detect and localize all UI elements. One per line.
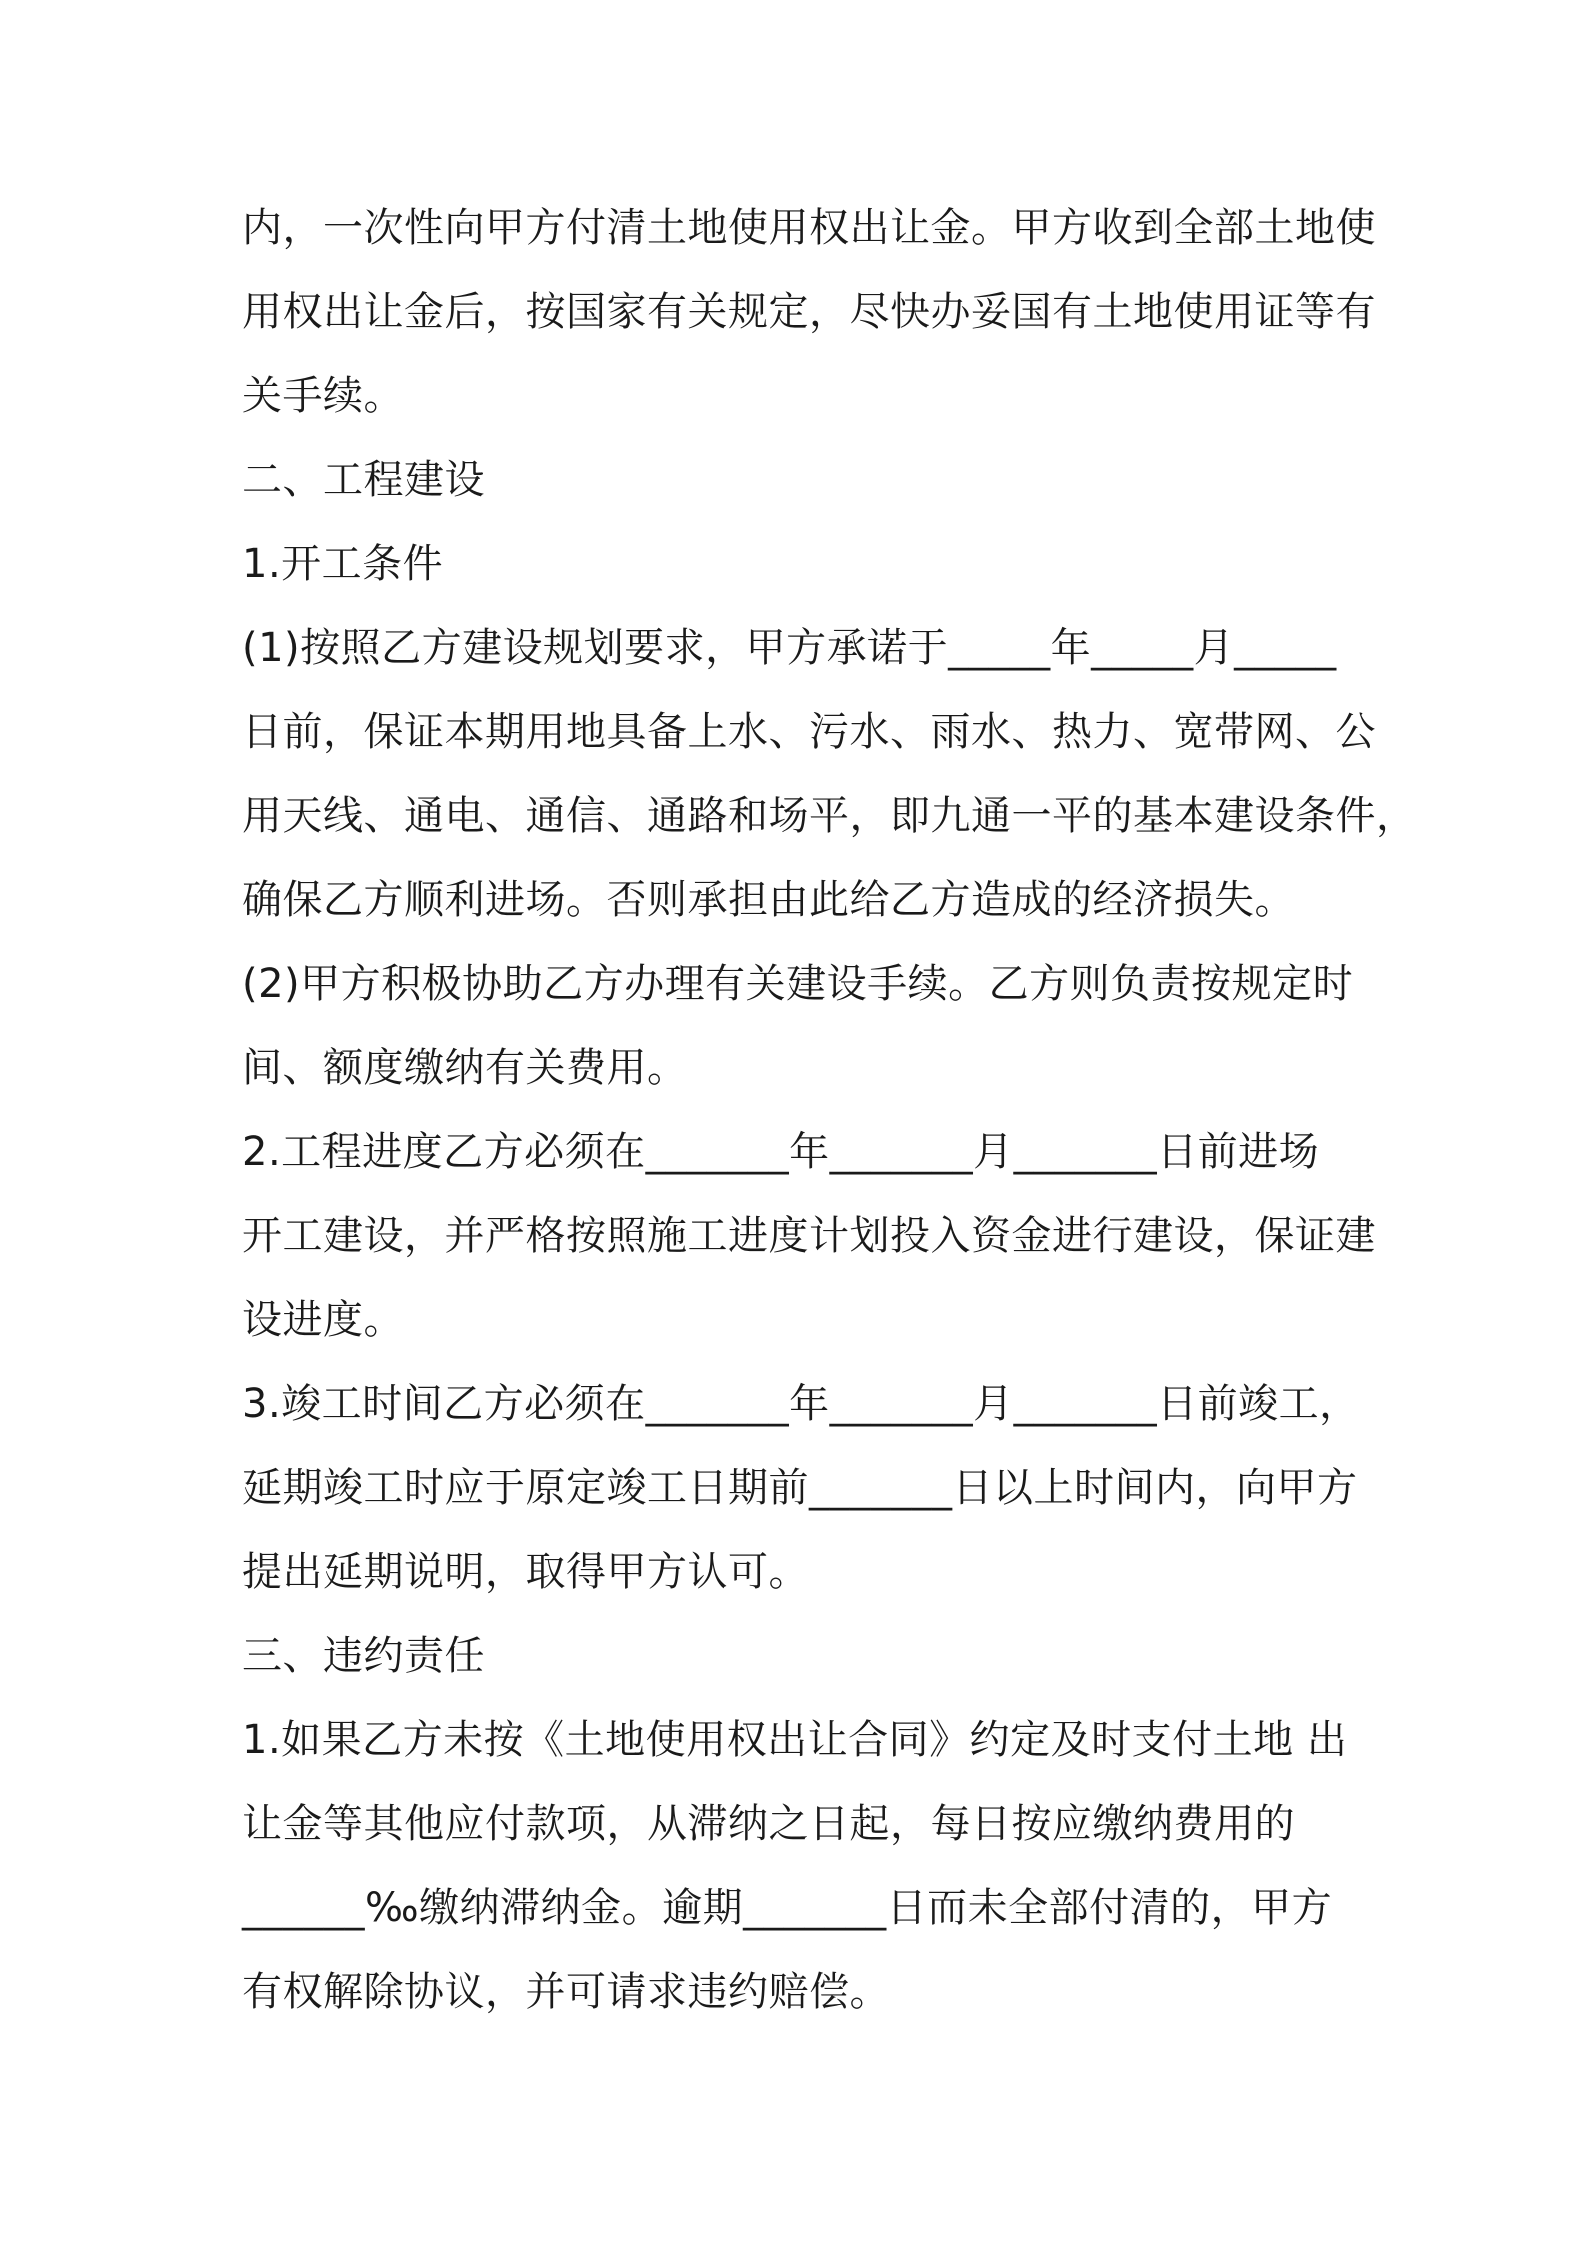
section-heading: 二、工程建设 (242, 457, 485, 503)
paragraph-line: 2.工程进度乙方必须在_______年_______月_______日前进场 (242, 1129, 1320, 1175)
paragraph-line: 开工建设，并严格按照施工进度计划投入资金进行建设，保证建 (242, 1213, 1376, 1259)
subsection-heading: 1.开工条件 (242, 541, 444, 587)
paragraph-line: 确保乙方顺利进场。否则承担由此给乙方造成的经济损失。 (242, 877, 1295, 923)
paragraph-line: 3.竣工时间乙方必须在_______年_______月_______日前竣工， (242, 1381, 1360, 1427)
section-heading: 三、违约责任 (242, 1633, 485, 1679)
paragraph-line: 1.如果乙方未按《土地使用权出让合同》约定及时支付土地 出 (242, 1717, 1348, 1763)
paragraph-line: (2)甲方积极协助乙方办理有关建设手续。乙方则负责按规定时 (242, 961, 1354, 1007)
paragraph-line: 让金等其他应付款项，从滞纳之日起，每日按应缴纳费用的 (242, 1801, 1295, 1847)
paragraph-line: 有权解除协议，并可请求违约赔偿。 (242, 1969, 890, 2015)
paragraph-line: 内，一次性向甲方付清土地使用权出让金。甲方收到全部土地使 (242, 205, 1376, 251)
paragraph-line: ______‰缴纳滞纳金。逾期_______日而未全部付清的，甲方 (242, 1885, 1333, 1931)
paragraph-line: 关手续。 (242, 373, 404, 419)
paragraph-line: (1)按照乙方建设规划要求，甲方承诺于_____年_____月_____ (242, 625, 1337, 671)
paragraph-line: 日前，保证本期用地具备上水、污水、雨水、热力、宽带网、公 (242, 709, 1376, 755)
paragraph-line: 提出延期说明，取得甲方认可。 (242, 1549, 809, 1595)
paragraph-line: 间、额度缴纳有关费用。 (242, 1045, 688, 1091)
paragraph-line: 用权出让金后，按国家有关规定，尽快办妥国有土地使用证等有 (242, 289, 1376, 335)
paragraph-line: 设进度。 (242, 1297, 404, 1343)
paragraph-line: 用天线、通电、通信、通路和场平，即九通一平的基本建设条件， (242, 793, 1417, 839)
paragraph-line: 延期竣工时应于原定竣工日期前_______日以上时间内，向甲方 (242, 1465, 1358, 1511)
